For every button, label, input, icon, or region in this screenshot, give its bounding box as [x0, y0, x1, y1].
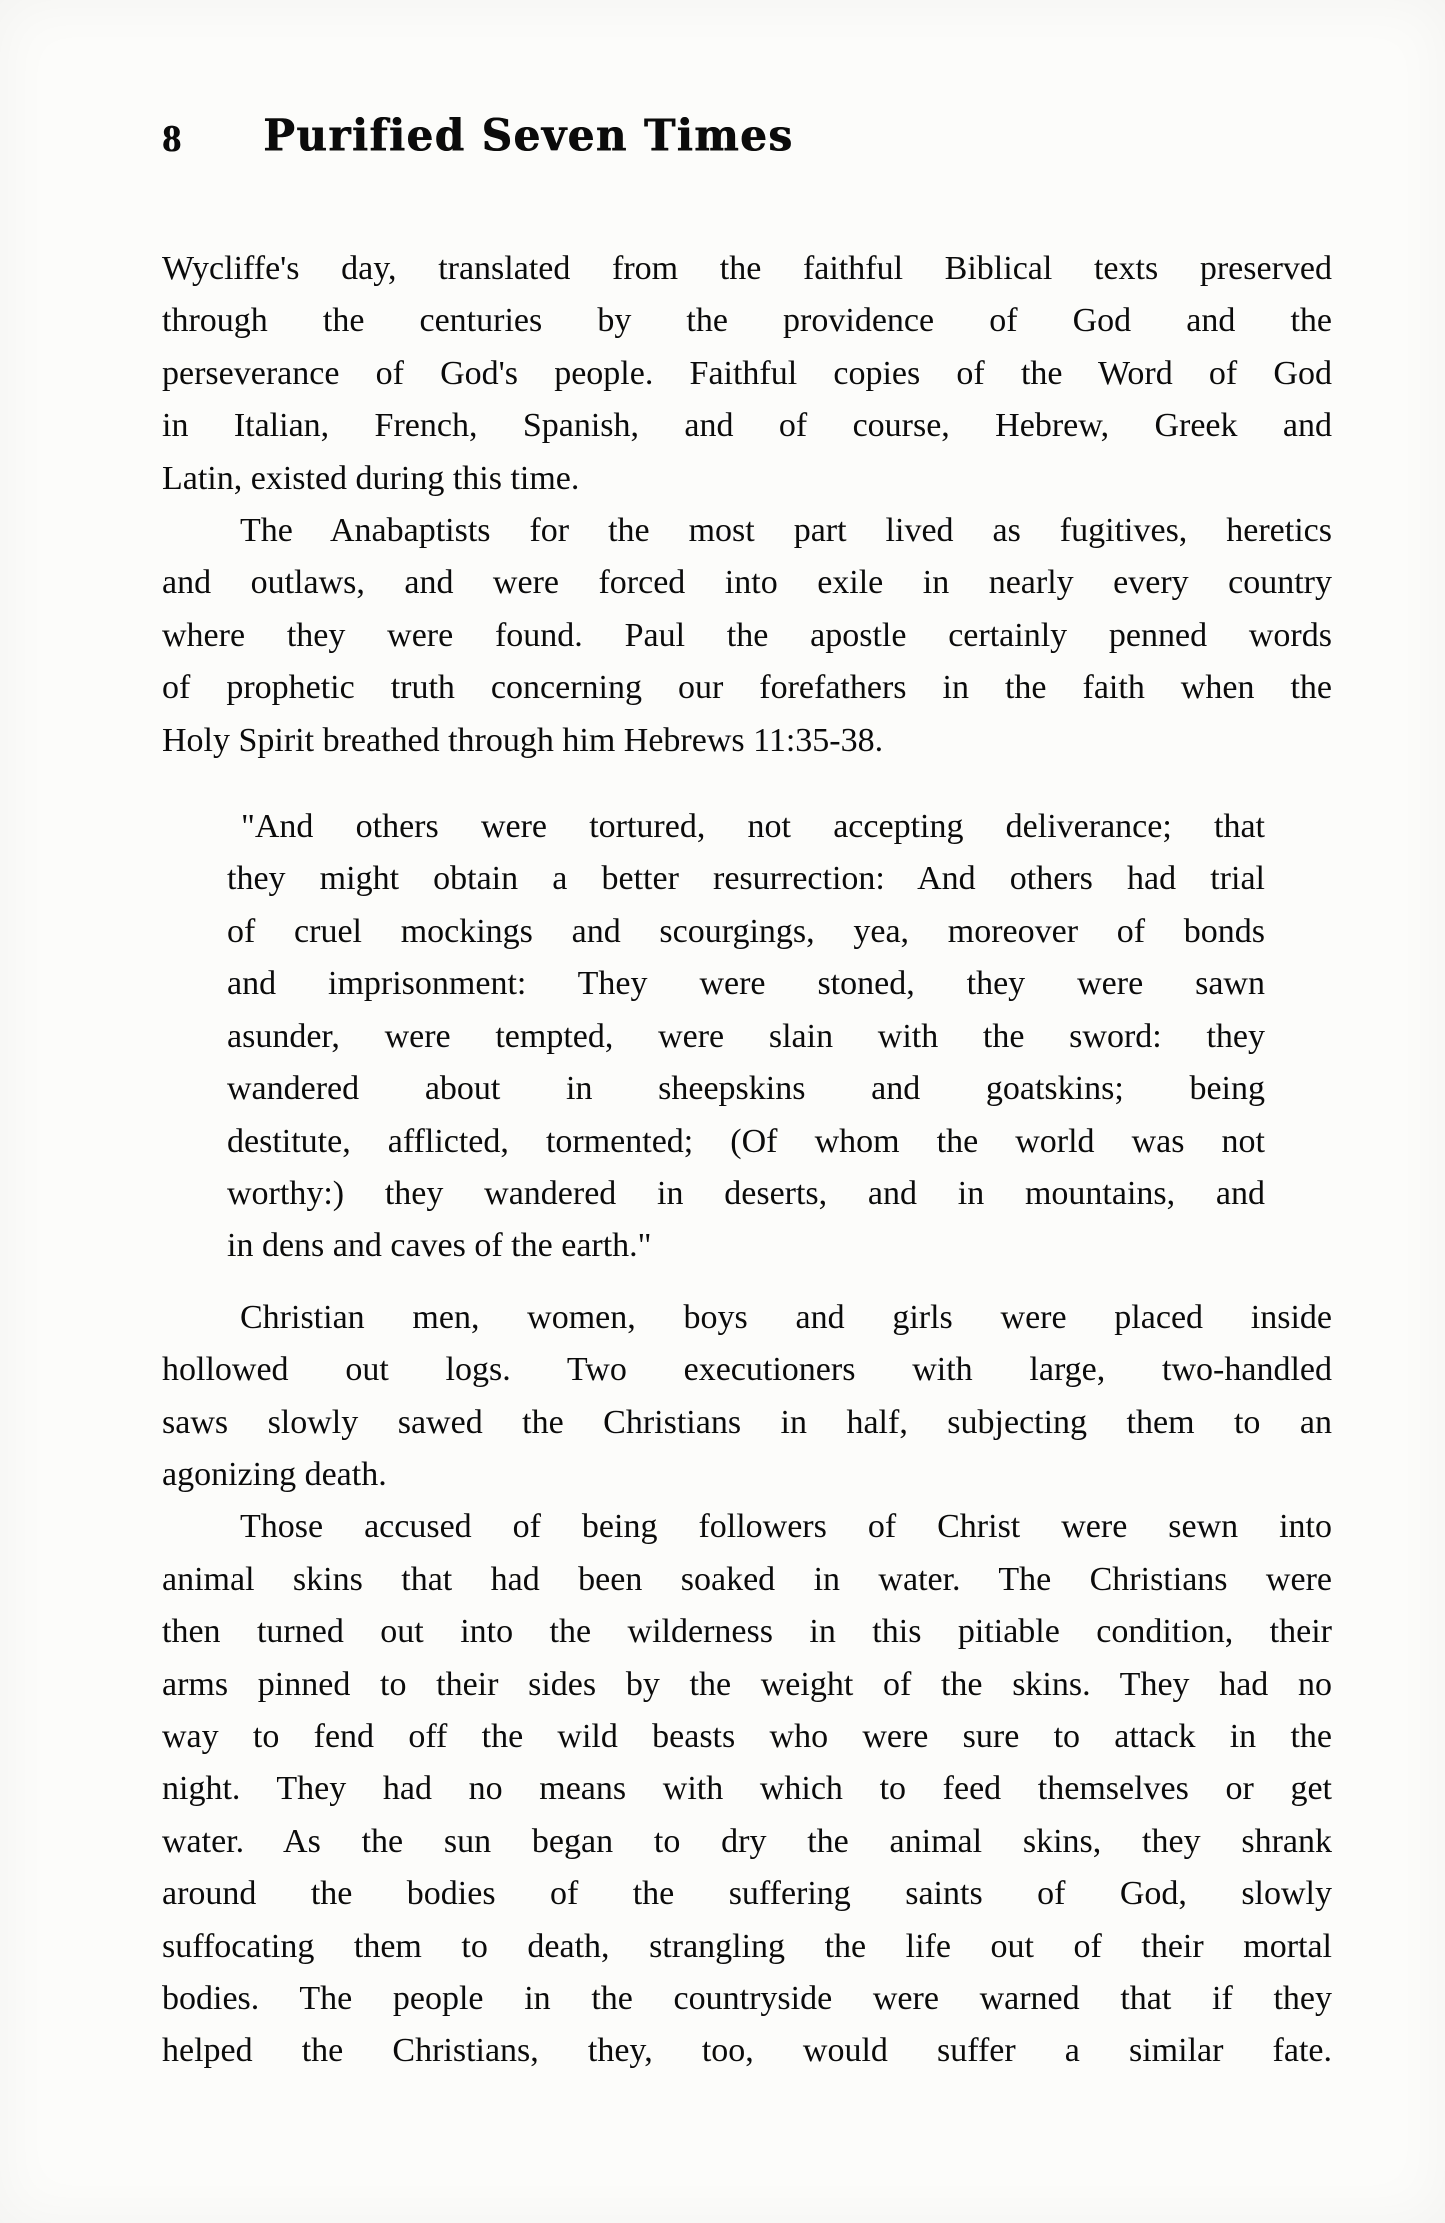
text-line: water. As the sun began to dry the animal skins, they shrank — [162, 1822, 1332, 1860]
text-line: way to fend off the wild beasts who were sure to attack in the — [162, 1717, 1332, 1755]
text-line: "And others were tortured, not accepting deliverance; that — [241, 808, 1265, 846]
text-line: perseverance of God's people. Faithful copies of the Word of God — [162, 354, 1332, 392]
text-line: suffocating them to death, strangling the life out of their mortal — [162, 1927, 1332, 1965]
text-line: destitute, afflicted, tormented; (Of whom the world was not — [227, 1122, 1265, 1160]
text-line: wandered about in sheepskins and goatskins; being — [227, 1070, 1265, 1108]
text-line: asunder, were tempted, were slain with the sword: they — [227, 1017, 1265, 1055]
text-line: of prophetic truth concerning our forefathers in the faith when the — [162, 669, 1332, 707]
text-line: in Italian, French, Spanish, and of course, Hebrew, Greek and — [162, 407, 1332, 445]
page-number: 8 — [162, 118, 181, 160]
text-line: Holy Spirit breathed through him Hebrews 11:35-38. — [162, 721, 884, 759]
text-line: and imprisonment: They were stoned, they were sawn — [227, 965, 1265, 1003]
text-line: animal skins that had been soaked in water. The Christians were — [162, 1560, 1332, 1598]
text-line: hollowed out logs. Two executioners with large, two-handled — [162, 1351, 1332, 1389]
text-line: of cruel mockings and scourgings, yea, moreover of bonds — [227, 912, 1265, 950]
text-line: Those accused of being followers of Christ were sewn into — [240, 1508, 1332, 1546]
paragraph — [162, 505, 1332, 767]
running-header — [162, 112, 1330, 161]
paragraph — [162, 243, 1332, 505]
blockquote — [227, 801, 1265, 1273]
page-body — [162, 243, 1332, 2078]
text-line: then turned out into the wilderness in this pitiable condition, their — [162, 1613, 1332, 1651]
text-line: saws slowly sawed the Christians in half, subjecting them to an — [162, 1403, 1332, 1441]
text-line: bodies. The people in the countryside were warned that if they — [162, 1980, 1332, 2017]
text-line: in dens and caves of the earth." — [227, 1227, 652, 1265]
text-line: through the centuries by the providence of God and the — [162, 302, 1332, 340]
text-line: Christian men, women, boys and girls were placed inside — [240, 1298, 1332, 1336]
text-line: arms pinned to their sides by the weight of the skins. They had no — [162, 1665, 1332, 1703]
running-title: Purified Seven Times — [263, 110, 794, 161]
text-line: night. They had no means with which to feed themselves or get — [162, 1770, 1332, 1808]
paragraph — [162, 1501, 1332, 2077]
text-line: around the bodies of the suffering saints of God, slowly — [162, 1875, 1332, 1913]
text-line: they might obtain a better resurrection: And others had trial — [227, 860, 1265, 898]
text-line: worthy:) they wandered in deserts, and in mountains, and — [227, 1174, 1265, 1212]
text-line: where they were found. Paul the apostle certainly penned words — [162, 616, 1332, 654]
text-line: agonizing death. — [162, 1455, 387, 1493]
text-line: helped the Christians, they, too, would suffer a similar fate. — [162, 2032, 1332, 2070]
text-line: and outlaws, and were forced into exile in nearly every country — [162, 564, 1332, 602]
paragraph — [162, 1292, 1332, 1502]
text-line: The Anabaptists for the most part lived as fugitives, heretics — [240, 512, 1332, 550]
text-line: Latin, existed during this time. — [162, 459, 580, 497]
text-line: Wycliffe's day, translated from the faithful Biblical texts preserved — [162, 250, 1332, 287]
